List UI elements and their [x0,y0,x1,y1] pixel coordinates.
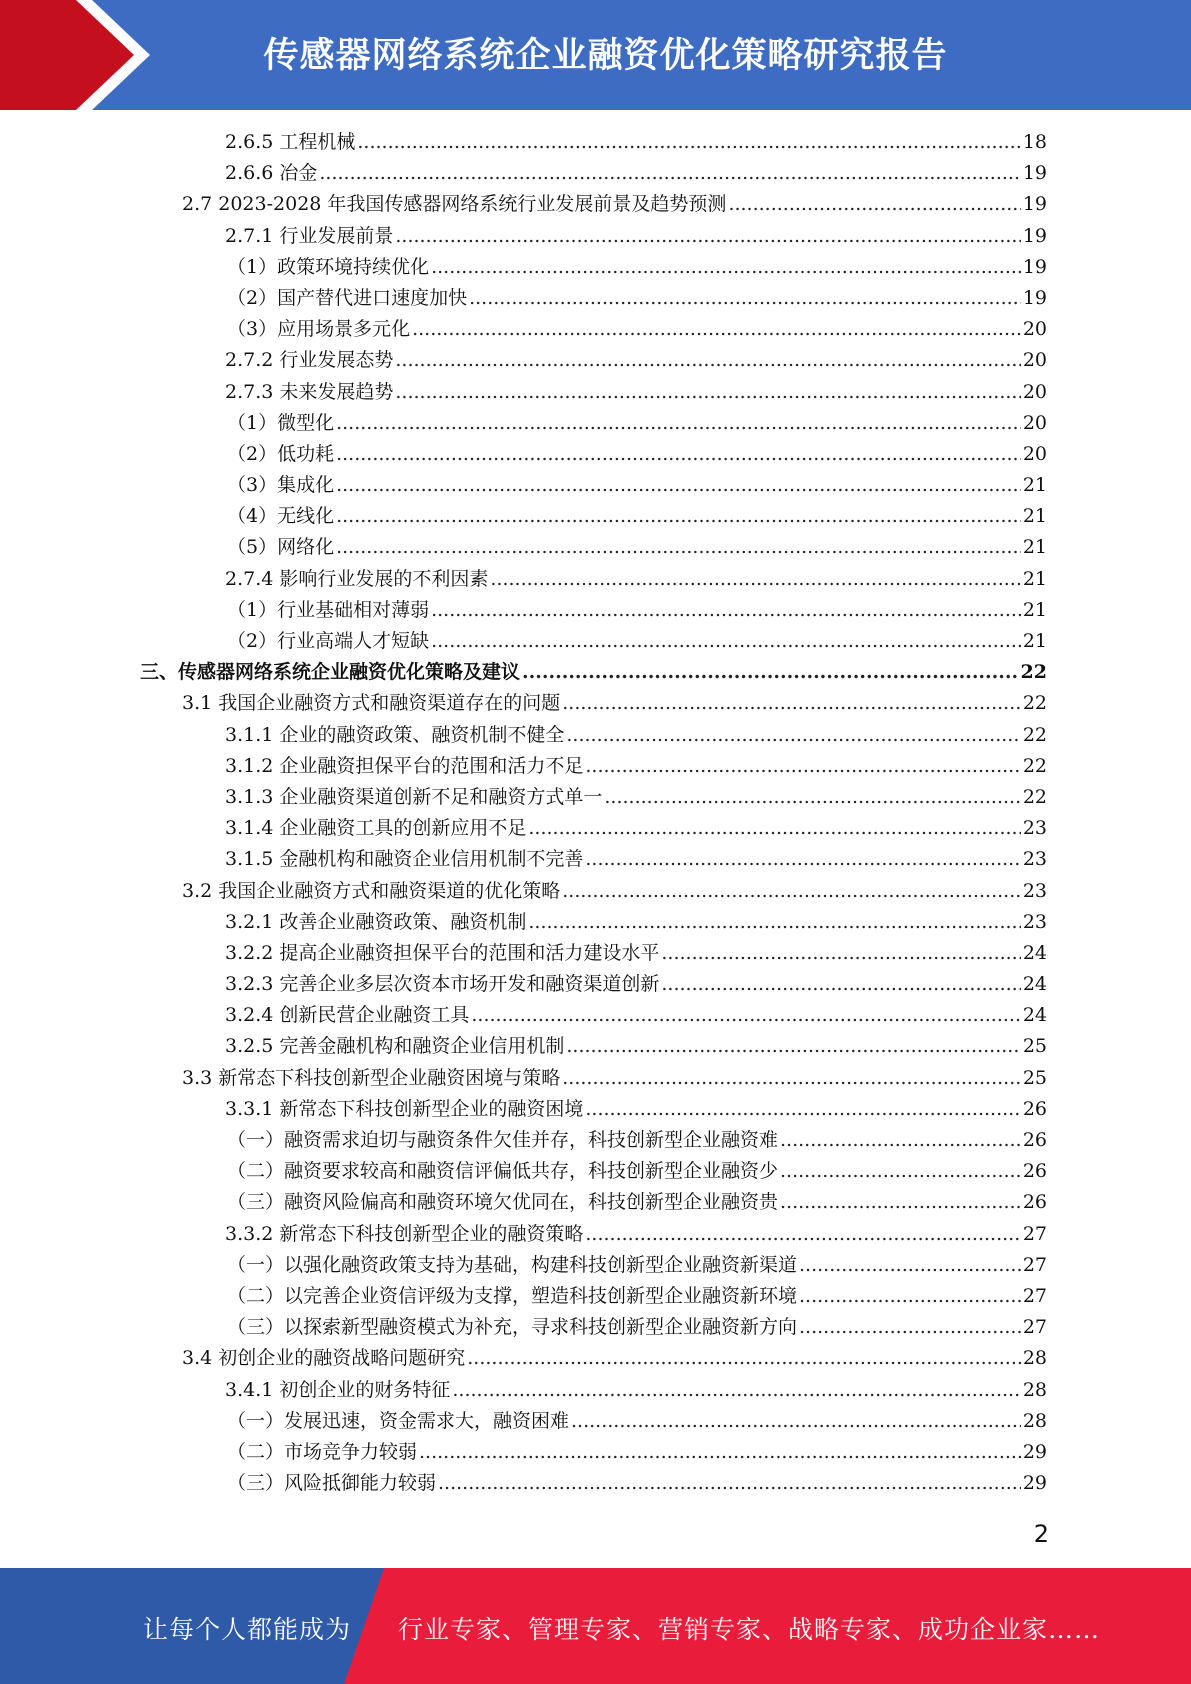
toc-dot-leader [566,1031,1020,1062]
toc-entry-title: 3.2.4 创新民营企业融资工具 [225,1004,470,1027]
toc-entry[interactable] [0,1187,1191,1218]
toc-entry[interactable] [0,813,1191,844]
toc-entry-title: 三、传感器网络系统企业融资优化策略及建议 [140,661,521,684]
toc-dot-leader [452,1375,1020,1406]
toc-entry-title: （1）政策环境持续优化 [227,255,430,278]
toc-entry[interactable] [0,657,1191,688]
toc-entry-title: （三）融资风险偏高和融资环境欠优同在，科技创新型企业融资贵 [227,1191,779,1214]
toc-entry-title: （1）行业基础相对薄弱 [227,598,430,621]
toc-entry-title: 3.4 初创企业的融资战略问题研究 [182,1347,466,1370]
toc-entry-title: 3.1.4 企业融资工具的创新应用不足 [225,817,527,840]
toc-entry-page: 21 [1022,505,1047,528]
toc-dot-leader [585,751,1020,782]
toc-dot-leader [661,969,1020,1000]
toc-entry-title: 3.1 我国企业融资方式和融资渠道存在的问题 [182,692,561,715]
toc-dot-leader [799,1281,1021,1312]
toc-entry-page: 21 [1022,567,1047,590]
report-title: 传感器网络系统企业融资优化策略研究报告 [263,36,948,76]
toc-dot-leader [431,595,1021,626]
toc-entry-page: 23 [1022,910,1047,933]
toc-dot-leader [469,283,1021,314]
toc-entry-title: （3）集成化 [227,474,335,497]
page-header [0,0,1191,110]
toc-entry-title: 3.1.3 企业融资渠道创新不足和融资方式单一 [225,785,603,808]
footer-slogan-right: 行业专家、管理专家、营销专家、战略专家、成功企业家…… [398,1615,1101,1644]
toc-dot-leader [431,626,1021,657]
toc-entry[interactable] [0,345,1191,376]
toc-dot-leader [336,532,1021,563]
toc-dot-leader [319,158,1020,189]
toc-entry-page: 26 [1022,1129,1047,1151]
toc-entry[interactable] [0,1031,1191,1062]
toc-dot-leader [661,938,1020,969]
toc-entry[interactable] [0,408,1191,439]
toc-entry-page: 23 [1022,817,1047,840]
toc-entry-title: 3.3 新常态下科技创新型企业融资困境与策略 [182,1066,561,1089]
toc-entry[interactable] [0,377,1191,408]
toc-entry-page: 19 [1022,255,1047,278]
toc-dot-leader [780,1156,1021,1187]
toc-entry[interactable] [0,501,1191,532]
toc-entry[interactable] [0,1312,1191,1343]
toc-dot-leader [336,408,1021,439]
toc-entry-page: 24 [1022,1004,1047,1027]
toc-entry[interactable] [0,1406,1191,1437]
toc-entry[interactable] [0,969,1191,1000]
toc-entry-page: 22 [1022,692,1047,715]
toc-dot-leader [431,252,1021,283]
toc-entry-title: 2.6.5 工程机械 [225,131,356,153]
toc-entry-page: 20 [1022,411,1047,434]
toc-dot-leader [395,221,1020,252]
toc-entry-title: （3）应用场景多元化 [227,318,411,341]
toc-dot-leader [528,907,1020,938]
toc-dot-leader [412,314,1021,345]
toc-entry[interactable] [0,283,1191,314]
toc-entry-title: 3.2.1 改善企业融资政策、融资机制 [225,910,527,933]
toc-entry[interactable] [0,938,1191,969]
toc-entry[interactable] [0,1156,1191,1187]
toc-entry-page: 26 [1022,1191,1047,1214]
toc-entry[interactable] [0,751,1191,782]
toc-dot-leader [566,720,1020,751]
toc-entry-page: 29 [1022,1472,1047,1495]
toc-entry[interactable] [0,158,1191,189]
toc-entry-page: 18 [1022,131,1047,153]
toc-dot-leader [562,876,1021,907]
toc-entry[interactable] [0,1000,1191,1031]
toc-entry[interactable] [0,1468,1191,1499]
toc-entry-title: （2）国产替代进口速度加快 [227,286,468,309]
toc-entry[interactable] [0,1094,1191,1125]
toc-entry[interactable] [0,595,1191,626]
toc-entry-page: 19 [1022,193,1047,216]
toc-entry[interactable] [0,532,1191,563]
toc-dot-leader [562,688,1021,719]
toc-entry[interactable] [0,1343,1191,1374]
toc-dot-leader [522,657,1019,688]
toc-entry-page: 28 [1022,1409,1047,1432]
toc-entry-title: 3.3.2 新常态下科技创新型企业的融资策略 [225,1222,584,1245]
toc-entry-page: 22 [1022,785,1047,808]
toc-entry-page: 22 [1020,661,1047,684]
toc-entry-page: 24 [1022,941,1047,964]
toc-entry-page: 21 [1022,598,1047,621]
toc-entry[interactable] [0,439,1191,470]
toc-entry[interactable] [0,470,1191,501]
toc-entry-title: 3.1.2 企业融资担保平台的范围和活力不足 [225,754,584,777]
toc-entry-title: 3.4.1 初创企业的财务特征 [225,1378,451,1401]
toc-entry-title: （4）无线化 [227,505,335,528]
toc-entry[interactable] [0,782,1191,813]
toc-entry-page: 20 [1022,318,1047,341]
toc-dot-leader [395,377,1020,408]
toc-dot-leader [780,1125,1021,1156]
toc-entry-page: 28 [1022,1378,1047,1401]
toc-entry-page: 19 [1022,286,1047,309]
toc-entry[interactable] [0,252,1191,283]
toc-dot-leader [467,1343,1021,1374]
toc-entry-title: 2.7.2 行业发展态势 [225,349,394,372]
toc-entry-title: 2.7 2023-2028 年我国传感器网络系统行业发展前景及趋势预测 [182,193,727,216]
toc-entry[interactable] [0,876,1191,907]
toc-entry-title: 3.2 我国企业融资方式和融资渠道的优化策略 [182,879,561,902]
toc-dot-leader [438,1468,1021,1499]
toc-entry-page: 21 [1022,630,1047,652]
toc-entry[interactable] [0,1125,1191,1156]
toc-dot-leader [336,501,1021,532]
toc-entry[interactable] [0,688,1191,719]
toc-entry-page: 20 [1022,380,1047,403]
toc-entry-title: 3.2.5 完善金融机构和融资企业信用机制 [225,1035,565,1058]
toc-entry-title: 3.2.2 提高企业融资担保平台的范围和活力建设水平 [225,941,660,964]
toc-entry[interactable] [0,1250,1191,1281]
toc-entry-title: （三）以探索新型融资模式为补充，寻求科技创新型企业融资新方向 [227,1316,798,1339]
toc-entry[interactable] [0,1281,1191,1312]
toc-entry-title: （三）风险抵御能力较弱 [227,1472,437,1495]
toc-entry-title: （一）融资需求迫切与融资条件欠佳并存，科技创新型企业融资难 [227,1129,779,1151]
toc-dot-leader [336,439,1021,470]
toc-dot-leader [780,1187,1021,1218]
toc-entry-page: 23 [1022,848,1047,871]
toc-entry[interactable] [0,720,1191,751]
toc-entry-page: 22 [1022,723,1047,746]
toc-entry-page: 24 [1022,973,1047,996]
toc-entry-title: （2）行业高端人才短缺 [227,630,430,652]
toc-dot-leader [357,127,1020,158]
toc-entry[interactable] [0,221,1191,252]
toc-dot-leader [562,1063,1021,1094]
toc-entry[interactable] [0,626,1191,657]
toc-entry[interactable] [0,1375,1191,1406]
toc-entry[interactable] [0,907,1191,938]
toc-entry-title: 2.6.6 冶金 [225,162,318,185]
table-of-contents [0,127,1191,1499]
toc-entry-page: 27 [1022,1222,1047,1245]
toc-dot-leader [799,1250,1021,1281]
toc-entry-page: 21 [1022,536,1047,559]
toc-entry[interactable] [0,1437,1191,1468]
toc-entry-page: 29 [1022,1440,1047,1463]
toc-dot-leader [395,345,1020,376]
toc-entry-page: 26 [1022,1160,1047,1183]
toc-entry-title: 3.2.3 完善企业多层次资本市场开发和融资渠道创新 [225,973,660,996]
toc-dot-leader [585,1219,1020,1250]
page-number: 2 [1033,1520,1049,1548]
toc-dot-leader [585,1094,1020,1125]
toc-entry-title: （一）以强化融资政策支持为基础，构建科技创新型企业融资新渠道 [227,1253,798,1276]
page-footer [0,1568,1191,1684]
toc-dot-leader [336,470,1021,501]
toc-entry-title: （二）市场竞争力较弱 [227,1440,418,1463]
toc-entry[interactable] [0,127,1191,158]
toc-entry-page: 20 [1022,442,1047,465]
toc-dot-leader [571,1406,1021,1437]
toc-entry-page: 21 [1022,474,1047,497]
toc-entry-page: 26 [1022,1097,1047,1120]
toc-entry-title: （2）低功耗 [227,442,335,465]
toc-entry-title: 3.1.1 企业的融资政策、融资机制不健全 [225,723,565,746]
toc-dot-leader [604,782,1020,813]
toc-entry[interactable] [0,189,1191,220]
toc-entry[interactable] [0,1219,1191,1250]
toc-dot-leader [471,1000,1020,1031]
toc-entry-page: 22 [1022,754,1047,777]
toc-entry-page: 28 [1022,1347,1047,1370]
toc-entry-title: 3.1.5 金融机构和融资企业信用机制不完善 [225,848,584,871]
toc-entry-page: 20 [1022,349,1047,372]
toc-entry-title: （二）以完善企业资信评级为支撑，塑造科技创新型企业融资新环境 [227,1284,798,1307]
footer-slogan-left: 让每个人都能成为 [143,1615,352,1644]
toc-dot-leader [728,189,1020,220]
toc-dot-leader [490,564,1020,595]
toc-entry[interactable] [0,564,1191,595]
toc-entry-page: 19 [1022,162,1047,185]
toc-entry[interactable] [0,844,1191,875]
toc-entry-page: 19 [1022,224,1047,247]
toc-entry[interactable] [0,1063,1191,1094]
toc-entry-title: 3.3.1 新常态下科技创新型企业的融资困境 [225,1097,584,1120]
toc-dot-leader [419,1437,1021,1468]
toc-entry-title: （5）网络化 [227,536,335,559]
toc-entry-page: 27 [1022,1284,1047,1307]
toc-entry-page: 27 [1022,1316,1047,1339]
toc-entry-title: 2.7.4 影响行业发展的不利因素 [225,567,489,590]
toc-entry-title: （二）融资要求较高和融资信评偏低共存，科技创新型企业融资少 [227,1160,779,1183]
toc-entry-title: 2.7.1 行业发展前景 [225,224,394,247]
toc-dot-leader [528,813,1020,844]
toc-entry-title: （1）微型化 [227,411,335,434]
toc-dot-leader [799,1312,1021,1343]
toc-entry-page: 25 [1022,1066,1047,1089]
toc-entry-page: 27 [1022,1253,1047,1276]
toc-entry-page: 23 [1022,879,1047,902]
toc-entry-title: 2.7.3 未来发展趋势 [225,380,394,403]
toc-entry-page: 25 [1022,1035,1047,1058]
toc-dot-leader [585,844,1020,875]
toc-entry[interactable] [0,314,1191,345]
toc-entry-title: （一）发展迅速，资金需求大，融资困难 [227,1409,570,1432]
